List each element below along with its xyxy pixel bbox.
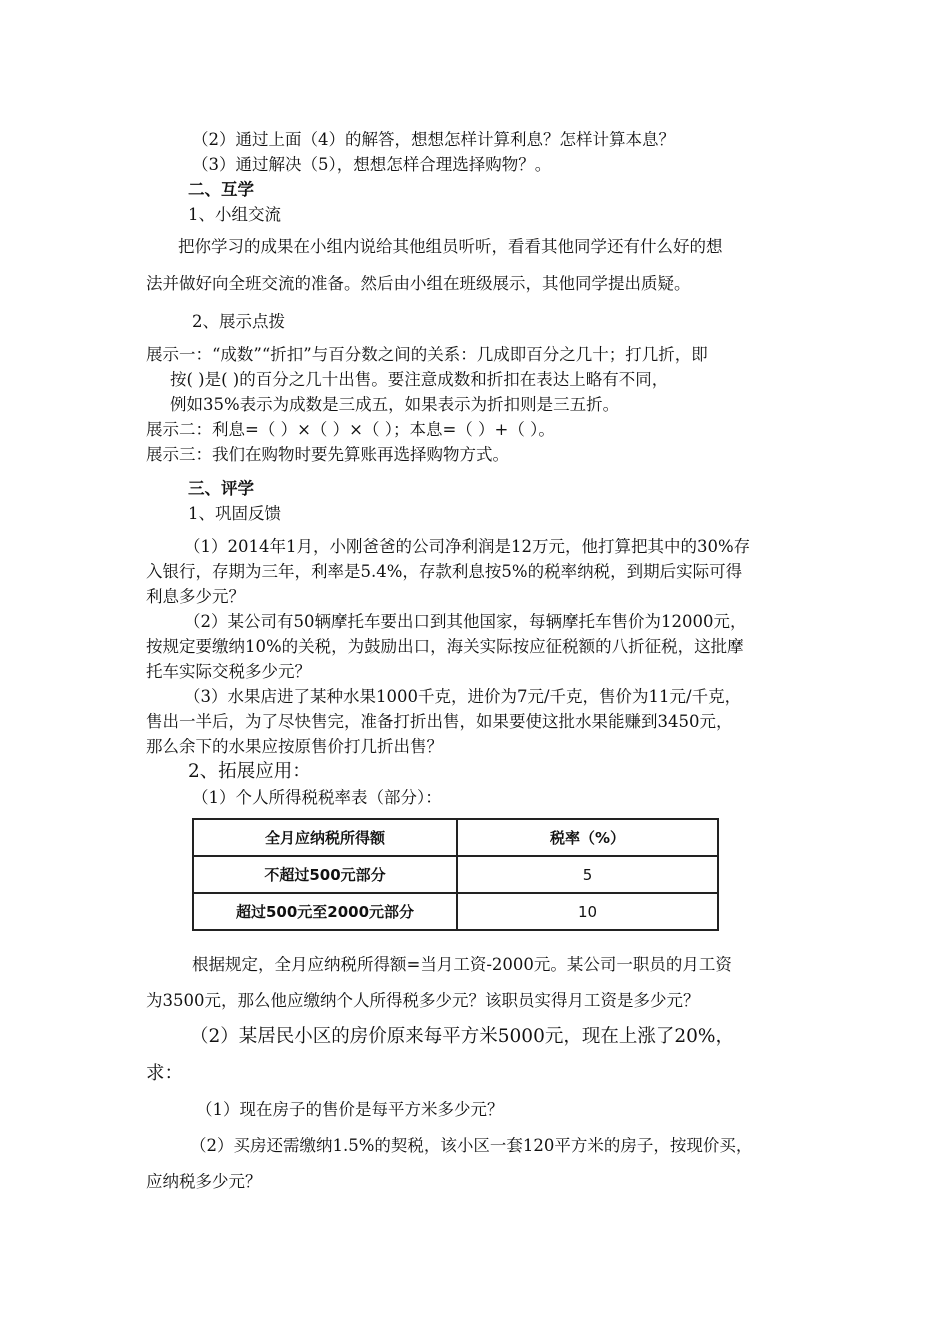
display-one-line: 按( )是( )的百分之几十出售。要注意成数和折扣在表达上略有不同， [170, 370, 669, 389]
paragraph-line: 法并做好向全班交流的准备。然后由小组在班级展示，其他同学提出质疑。 [146, 274, 691, 293]
subheading-consolidate: 1、巩固反馈 [188, 504, 281, 523]
house-problem-line: （2）某居民小区的房价原来每平方米5000元，现在上涨了20%， [190, 1026, 734, 1047]
subheading-extension: 2、拓展应用： [188, 761, 311, 782]
table-cell: 10 [457, 893, 718, 930]
intro-question-3: （3）通过解决（5），想想怎样合理选择购物？。 [192, 155, 552, 174]
table-cell: 不超过500元部分 [193, 856, 457, 893]
tax-rate-table [192, 818, 719, 931]
table-row [193, 893, 718, 930]
tax-paragraph-line: 为3500元，那么他应缴纳个人所得税多少元？该职员实得月工资是多少元？ [146, 991, 700, 1010]
section-heading-2: 二、互学 [188, 180, 254, 199]
table-cell: 超过500元至2000元部分 [193, 893, 457, 930]
problem-2-line: 按规定要缴纳10%的关税，为鼓励出口，海关实际按应征税额的八折征税，这批摩 [146, 637, 744, 656]
display-one-line: 例如35%表示为成数是三成五，如果表示为折扣则是三五折。 [170, 395, 620, 414]
table-cell: 5 [457, 856, 718, 893]
problem-2-line: 托车实际交税多少元？ [146, 662, 311, 681]
problem-3-line: 那么余下的水果应按原售价打几折出售？ [146, 737, 443, 756]
problem-1-line: （1）2014年1月，小刚爸爸的公司净利润是12万元，他打算把其中的30%存 [184, 537, 751, 556]
house-question-1: （1）现在房子的售价是每平方米多少元？ [196, 1100, 504, 1119]
table-header-cell: 全月应纳税所得额 [193, 819, 457, 856]
table-caption: （1）个人所得税税率表（部分）： [192, 788, 442, 807]
display-two: 展示二：利息=（ ）×（ ）×（ ）；本息=（ ）+（ ）。 [146, 420, 555, 439]
house-problem-line: 求： [146, 1063, 184, 1084]
problem-1-line: 利息多少元？ [146, 587, 245, 606]
section-heading-3: 三、评学 [188, 479, 254, 498]
house-question-2-line: （2）买房还需缴纳1.5%的契税，该小区一套120平方米的房子，按现价买， [190, 1136, 753, 1155]
problem-3-line: 售出一半后，为了尽快售完，准备打折出售，如果要使这批水果能赚到3450元， [146, 712, 733, 731]
house-question-2-line: 应纳税多少元？ [146, 1172, 262, 1191]
subheading-display: 2、展示点拨 [192, 312, 285, 331]
table-header-cell: 税率（%） [457, 819, 718, 856]
intro-question-2: （2）通过上面（4）的解答，想想怎样计算利息？怎样计算本息？ [192, 130, 675, 149]
problem-2-line: （2）某公司有50辆摩托车要出口到其他国家，每辆摩托车售价为12000元， [184, 612, 747, 631]
paragraph-line: 把你学习的成果在小组内说给其他组员听听，看看其他同学还有什么好的想 [178, 237, 723, 256]
display-three: 展示三：我们在购物时要先算账再选择购物方式。 [146, 445, 509, 464]
table-row [193, 856, 718, 893]
display-one-line: 展示一：“成数”“折扣”与百分数之间的关系：几成即百分之几十；打几折，即 [146, 345, 708, 364]
tax-paragraph-line: 根据规定，全月应纳税所得额=当月工资-2000元。某公司一职员的月工资 [192, 955, 732, 974]
table-header-row [193, 819, 718, 856]
problem-3-line: （3）水果店进了某种水果1000千克，进价为7元/千克，售价为11元/千克， [184, 687, 742, 706]
subheading-group-exchange: 1、小组交流 [188, 205, 281, 224]
problem-1-line: 入银行，存期为三年，利率是5.4%，存款利息按5%的税率纳税，到期后实际可得 [146, 562, 743, 581]
